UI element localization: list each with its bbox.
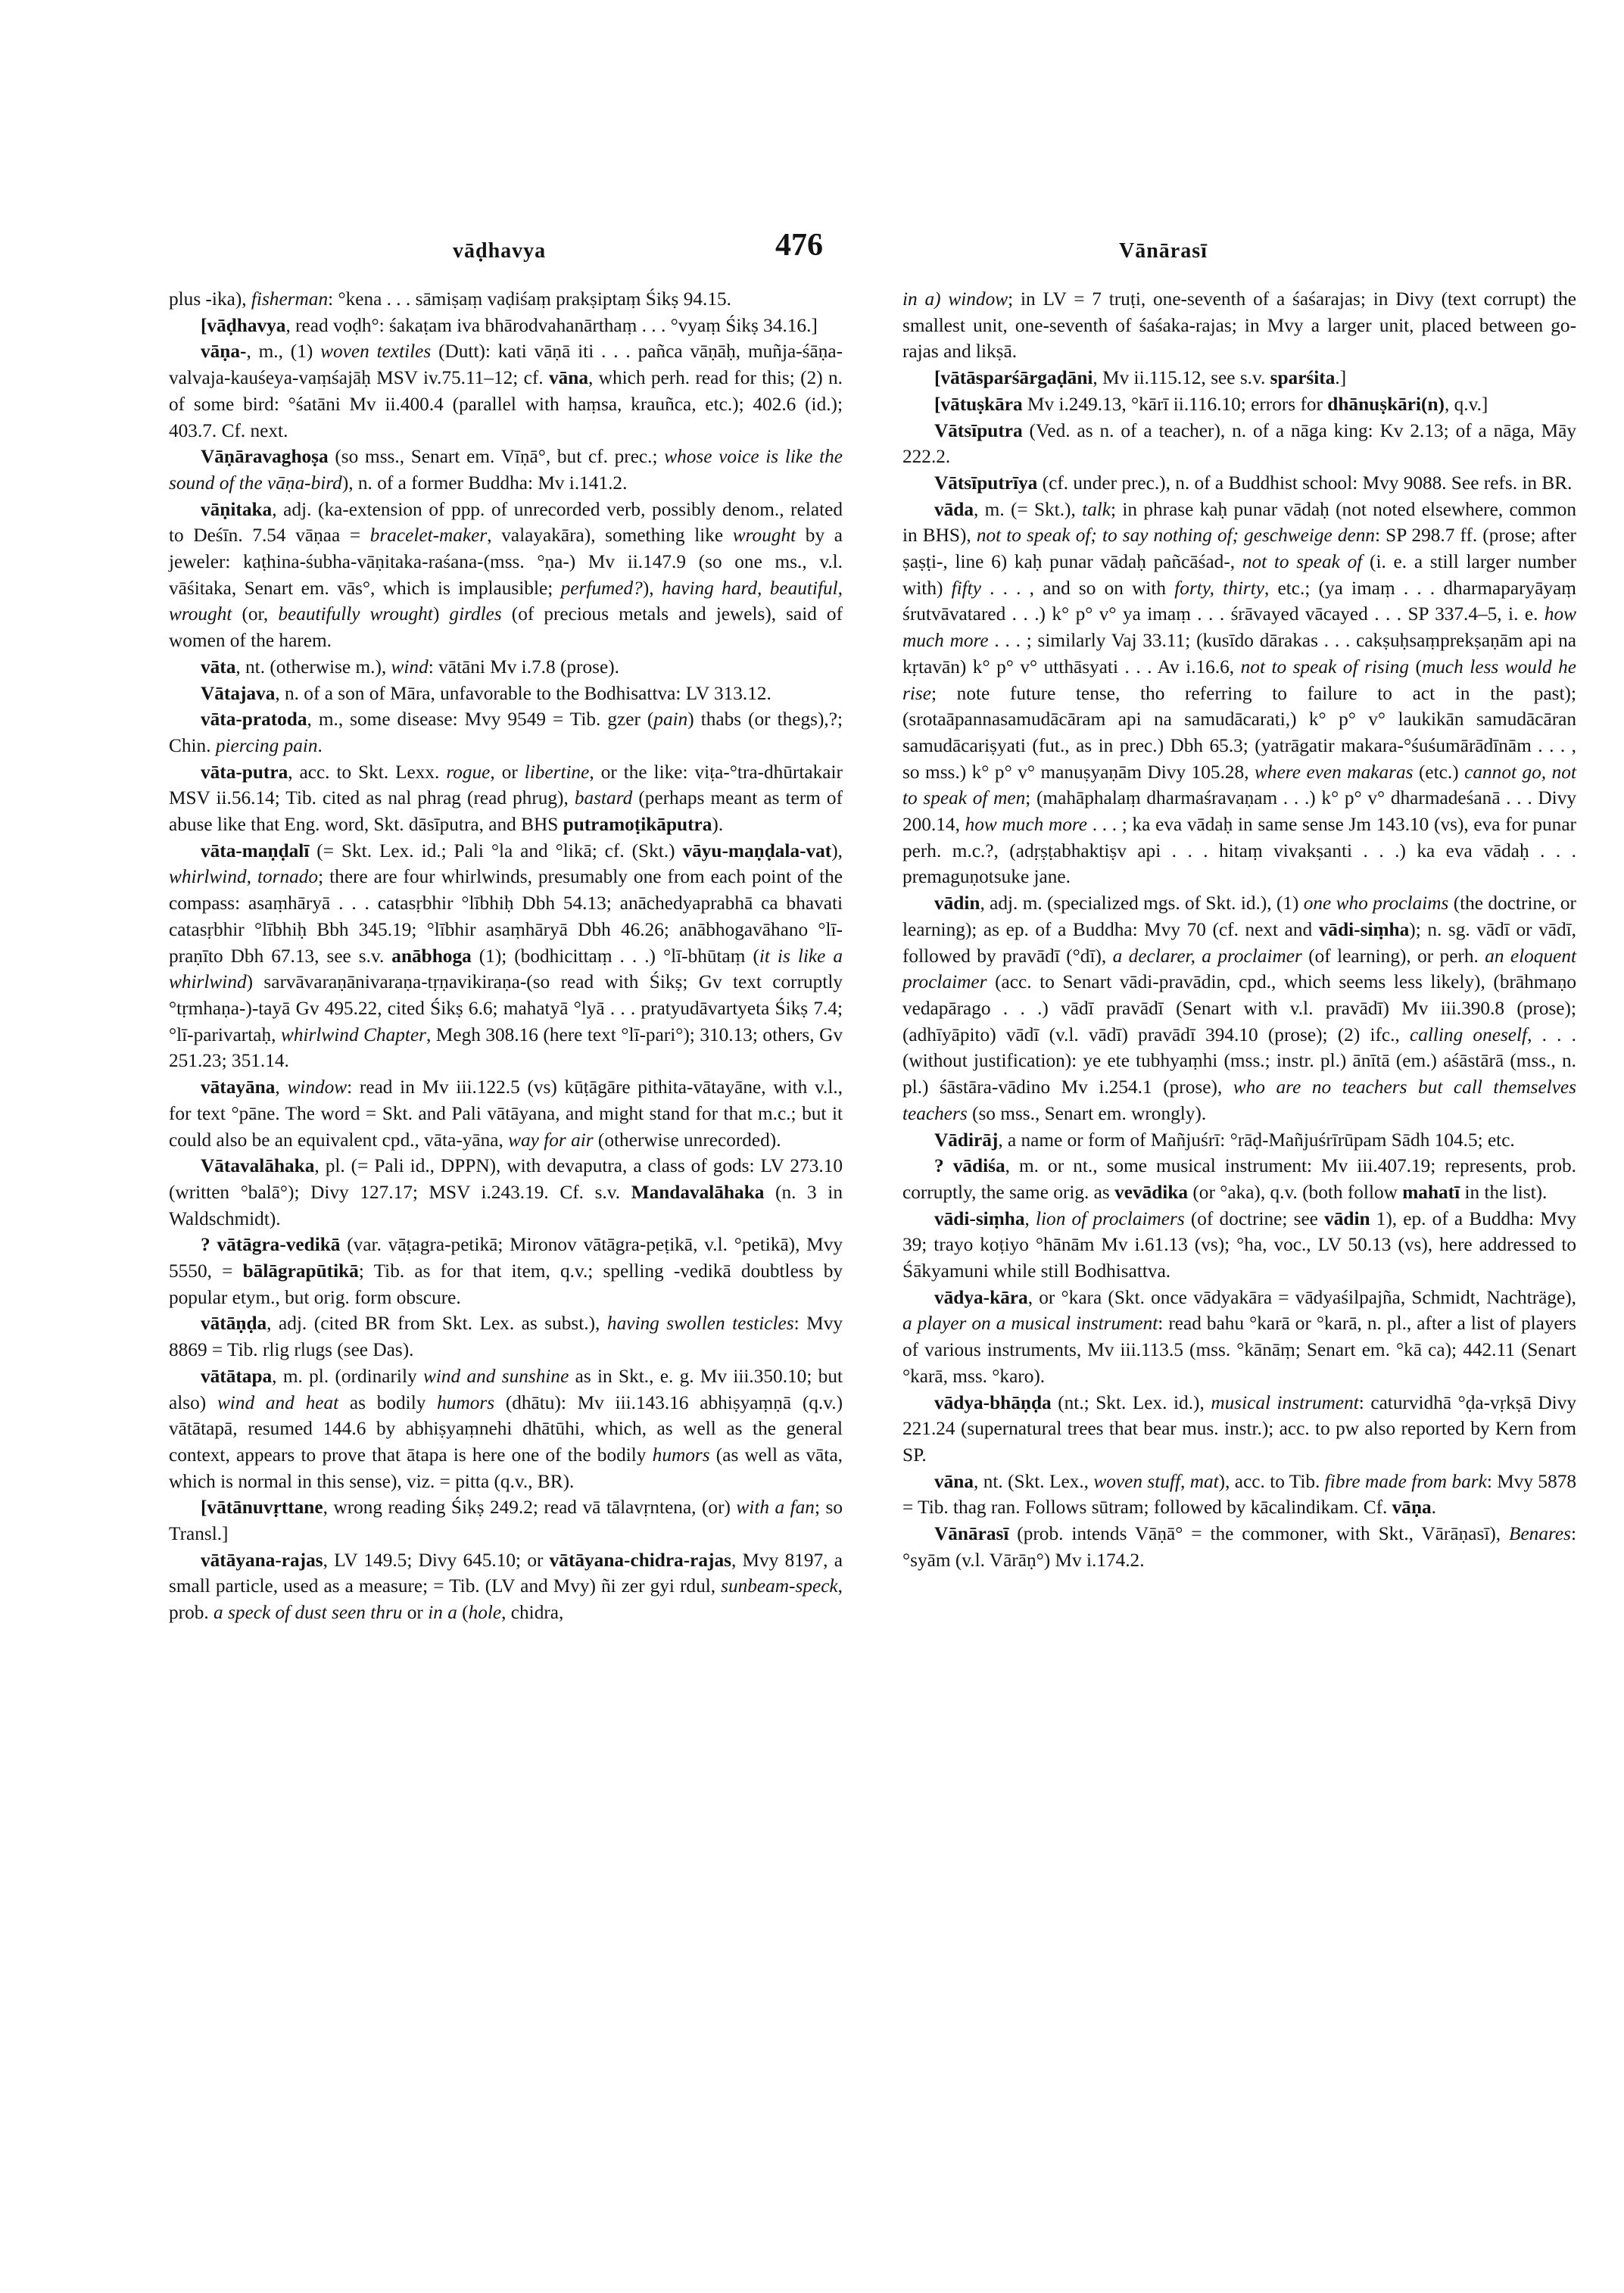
dictionary-entry [902,1285,1576,1390]
headword: vādi-siṃha [934,1207,1025,1229]
entry-text: , nt. (otherwise m.), [235,656,391,678]
headword: bālāgrapūtikā [242,1260,359,1282]
headword: [vātuṣkāra [934,393,1023,415]
dictionary-entry [169,497,843,654]
gloss-italic: where even makaras [1255,761,1414,783]
entry-text: (n. 3 in Waldschmidt). [169,1181,843,1229]
entry-text: ; Tib. as for that item, q.v.; spelling -vedikā doubtless by popular etym., but orig. form obscure. [169,1260,843,1308]
gloss-italic: lion of proclaimers [1035,1207,1185,1229]
entry-text: (the doctrine, or learning); as ep. of a Buddha: Mvy 70 (cf. next and [902,893,1576,940]
entry-text: . [1431,1497,1436,1519]
headword: ? vādiśa [934,1155,1005,1177]
entry-text: , valayakāra), something like [487,525,733,547]
dictionary-entry [169,338,843,444]
entry-text: (prob. intends Vāṇā° = the commoner, with Skt., Vārāṇasī), [1008,1523,1509,1545]
gloss-italic: piercing pain [215,734,318,756]
dictionary-entry [902,286,1576,365]
entry-text: ) sarvāvaraṇānivaraṇa-tṛṇavikiraṇa-(so read with Śikṣ; Gv text corruptly °tṛmhaṇa-)-tayā Gv 495.22, cited Śikṣ 6.6; mahatyā °lyā . . . pratyudāvartyeta Śikṣ 7.4; °lī-parivartaḥ, [169,971,843,1045]
entry-text: , Mv ii.115.12, see s.v. [1093,367,1270,389]
entry-text: , read voḍh°: śakaṭam iva bhārodvahanārthaṃ . . . °vyaṃ Śikṣ 34.16.] [285,314,818,336]
dictionary-entry [169,706,843,759]
dictionary-entry [169,838,843,1074]
dictionary-entry [169,1310,843,1363]
gloss-italic: musical instrument [1211,1391,1359,1413]
gloss-italic: girdles [449,603,502,625]
entry-text: ). [712,814,724,836]
entry-text: ; note future tense, tho referring to failure to act in the past); (srotaāpannasamudācāram api na samudācarati,) k° p° v° laukikān samudācāran samudācariṣyati (fut., as in prec.) Dbh 65.3; (yatrāgatir makara-°śuśumārādīnām . . . , so mss.) k° p° v° manuṣyaṇām Divy 105.28, [902,682,1576,783]
dictionary-entry [902,365,1576,391]
entry-text: (as well as vāta, which is normal in this sense), viz. = pitta (q.v., BR). [169,1444,843,1492]
headword: dhānuṣkāri(n) [1327,393,1445,415]
gloss-italic: way for air [508,1129,594,1151]
gloss-italic: bracelet-maker [369,525,488,547]
entry-text: , acc. to Skt. Lexx. [288,761,447,783]
gloss-italic: in a [428,1602,457,1624]
dictionary-entry [169,286,843,313]
entry-text: , . . . (without justification): ye ete tubhyaṃhi (mss.; instr. pl.) ānītā (em.) aśāstārā (mss., n. pl.) śāstāra-vādino Mv i.254.1 (prose), [902,1023,1576,1098]
gloss-italic: who are no teachers but call themselves teachers [902,1076,1576,1124]
gloss-italic: wind and sunshine [422,1365,569,1387]
entry-text: , wrong reading Śikṣ 249.2; read vā tālavṛntena, (or) [323,1497,737,1519]
entry-text: , nt. (Skt. Lex., [974,1470,1094,1492]
headword: [vātāsparśārgaḍāni [934,367,1093,389]
entry-text: 1), ep. of a Buddha: Mvy 39; trayo koṭiyo °hānām Mv i.61.13 (vs); °ha, voc., LV 50.13 (vs), here addressed to Śākyamuni while still Bodhisattva. [902,1207,1577,1282]
headword: Mandavalāhaka [631,1181,765,1203]
gloss-italic: humors [652,1444,710,1466]
gloss-italic: wind [391,656,429,678]
dictionary-entry [902,1153,1576,1205]
dictionary-entry [169,759,843,838]
gloss-italic: not to speak of; to say nothing of; geschweige denn [976,525,1376,547]
entry-text: : read bahu °karā or °karā, n. pl., after a list of players of various instruments, Mv iii.113.5 (mss. °kānāṃ; Senart em. °kā ca); 442.11 (Senart °karā, mss. °karo). [902,1313,1576,1387]
entry-text: ; so Transl.] [169,1497,843,1545]
entry-text: plus -ika), [169,288,251,310]
entry-text: , adj. m. (specialized mgs. of Skt. id.), (1) [980,893,1304,914]
headword: vātāyana-chidra-rajas [549,1549,731,1571]
entry-text: . . . ; similarly Vaj 33.11; (kusīdo dārakas . . . cakṣuḥsaṃprekṣaṇām api na kṛtavān) k° p° v° utthāsyati . . . Av i.16.6, [902,630,1576,678]
dictionary-entry [169,1232,843,1310]
entry-text: (i. e. a still larger number with) [902,551,1576,599]
dictionary-entry [902,1206,1576,1285]
entry-text: ; in phrase kaḥ punar vādaḥ (not noted elsewhere, common in BHS), [902,498,1576,547]
entry-text: , adj. (ka-extension of ppp. of unrecorded verb, possibly denom., related to Deśīn. 7.54 vāṇaa = [169,498,843,547]
dictionary-entry [169,1363,843,1495]
headword: vādi-siṃha [1318,918,1410,940]
entry-text: ( [457,1602,469,1624]
dictionary-entry [169,1494,843,1547]
gloss-italic: hole [468,1602,502,1624]
entry-text: : read in Mv iii.122.5 (vs) kūṭāgāre pithita-vātayāne, with v.l., for text °pāne. The word = Skt. and Pali vātāyana, and might stand for that m.c.; but it could also be an equivalent cpd., vāta-yāna, [169,1076,843,1151]
entry-text: as in Skt., e. g. Mv iii.350.10; but also) [169,1365,843,1413]
dictionary-entry [169,444,843,496]
gloss-italic: having hard, beautiful, wrought [169,577,843,625]
entry-text: , n. of a son of Māra, unfavorable to the Bodhisattva: LV 313.12. [275,682,771,704]
gloss-italic: a declarer, a proclaimer [1112,945,1302,967]
gloss-italic: a player on a musical instrument [902,1313,1158,1335]
gloss-italic: fifty [951,577,981,599]
entry-text: ) [432,603,450,625]
entry-text: (of doctrine; see [1184,1207,1325,1229]
headword: sparśita [1270,367,1336,389]
entry-text: : °kena . . . sāmiṣaṃ vaḍiśaṃ prakṣiptaṃ Śikṣ 94.15. [328,288,731,310]
entry-text: . [317,734,323,756]
entry-text: ), acc. to Tib. [1218,1470,1325,1492]
headword: Vānārasī [934,1523,1009,1545]
dictionary-entry [169,1547,843,1626]
entry-text: , adj. (cited BR from Skt. Lex. as subst.), [267,1313,607,1335]
entry-text: : vātāni Mv i.7.8 (prose). [428,656,619,678]
headword: vātātapa [201,1365,273,1387]
entry-text: , m. (= Skt.), [974,498,1083,520]
gloss-italic: with a fan [736,1497,815,1519]
headword: vādya-kāra [934,1286,1028,1308]
page-number: 476 [775,228,823,263]
headword: [vātānuvṛttane [201,1497,323,1519]
entry-text: : Mvy 5878 = Tib. thag ran. Follows sūtram; followed by kācalindikam. Cf. [902,1470,1577,1519]
entry-text: as bodily [338,1391,438,1413]
headword: vāyu-maṇḍala-vat [682,840,832,861]
entry-text: ; (mahāphalaṃ dharmaśravaṇam . . .) k° p° v° dharmadeśanā . . . Divy 200.14, [902,787,1576,836]
entry-text: (otherwise unrecorded). [593,1129,781,1151]
entry-text: ), [831,840,843,861]
entry-text: , or the like: viṭa-°tra-dhūrtakair MSV ii.56.14; Tib. cited as nal phrag (read phrug), [169,761,843,809]
gloss-italic: not to speak of [1242,551,1363,573]
gloss-italic: bastard [574,787,633,809]
entry-text: (or °aka), q.v. (both follow [1188,1181,1403,1203]
headword: vāta-maṇḍalī [201,840,310,861]
entry-text: , etc.; (ya imaṃ . . . dharmaparyāyaṃ śrutvāvatared . . .) k° p° v° ya imaṃ . . . śrāvayed vācayed . . . SP 337.4–5, i. e. [902,577,1576,625]
entry-text: . . . ; ka eva vādaḥ in same sense Jm 143.10 (vs), eva for punar perh. m.c.?, (adṛṣṭabhaktiṣv api . . . hitaṃ vivakṣanti . . .) ka eva vādaḥ . . . premaguṇotsuke jane. [902,814,1576,888]
gloss-italic: perfumed? [560,577,643,599]
entry-text: in the list). [1460,1181,1548,1203]
gloss-italic: an eloquent proclaimer [902,945,1577,993]
headword: Vāṇāravaghoṣa [201,446,329,468]
headword: Vātavalāhaka [201,1155,315,1177]
dictionary-entry [169,1153,843,1232]
entry-text: ); n. sg. vādī or vādī, followed by pravādī (°dī), [902,918,1576,967]
entry-text: (perhaps meant as term of abuse like that Eng. word, Skt. dāsīputra, and BHS [169,787,843,836]
entry-text: ; in LV = 7 truṭi, one-seventh of a śaśarajas; in Divy (text corrupt) the smallest unit, one-seventh of śaśaka-rajas; in Mvy a larger unit, placed between go-rajas and likṣā. [902,288,1576,363]
entry-text: (so mss., Senart em. wrongly). [967,1102,1207,1124]
gloss-italic: a speck of dust seen thru [214,1602,403,1624]
headword: vāna [934,1470,974,1492]
dictionary-entry [902,418,1576,470]
entry-text: , prob. [169,1575,843,1624]
headword: vāta-pratoda [201,709,307,731]
headword: vādya-bhāṇḍa [934,1391,1052,1413]
gloss-italic: whose voice is like the sound of the vāṇa-bird [169,446,843,494]
headword: vāta-putra [201,761,288,783]
entry-text: (dhātu): Mv iii.143.16 abhiṣyaṃṇā (q.v.) vātātapā, resumed 144.6 by abhiṣyaṃnehi dhātūhi, which, as well as the general context, appears to prove that ātapa is here one of the bodily [169,1391,843,1466]
gloss-italic: beautifully wrought [278,603,433,625]
entry-text: , chidra, [501,1602,564,1624]
gloss-italic: wrought [732,525,796,547]
headword: putramoṭikāputra [563,814,712,836]
entry-text: , which perh. read for this; (2) n. of some bird: °śatāni Mv ii.400.4 (parallel with haṃsa, krauñca, etc.); 402.6 (id.); 403.7. Cf. next. [169,367,843,441]
gloss-italic: how much more [902,603,1576,652]
gloss-italic: talk [1082,498,1111,520]
headword: vātāyana-rajas [201,1549,323,1571]
entry-text: (acc. to Senart vādi-pravādin, cpd., which seems less likely), (brāhmaṇo vedapārago . . .) vādī pravādī (Senart with v.l. pravādī) Mv iii.390.8 (prose); (adhīyāpito) vādī (v.l. vādī) pravādī 394.10 (prose); (2) ifc., [902,971,1576,1045]
headword: vādin [934,893,980,914]
gloss-italic: it is like a whirlwind [169,945,843,993]
entry-text: , m. or nt., some musical instrument: Mv iii.407.19; represents, prob. corruptly, the same orig. as [902,1155,1576,1203]
entry-text: (var. vāṭagra-petikā; Mironov vātāgra-peṭikā, v.l. °petikā), Mvy 5550, = [169,1234,843,1282]
dictionary-entry [902,1127,1576,1154]
dictionary-entry [169,1074,843,1153]
dictionary-entry [902,890,1576,1126]
dictionary-entry [902,470,1576,497]
entry-text: (of learning), or perh. [1301,945,1485,967]
headword: Vādirāj [934,1129,999,1151]
entry-text: ), [642,577,662,599]
entry-text: , LV 149.5; Divy 645.10; or [323,1549,550,1571]
header-right-guide-word: Vānārasī [1119,239,1208,263]
entry-text: (= Skt. Lex. id.; Pali °la and °likā; cf. (Skt.) [309,840,683,861]
entry-text: .] [1335,367,1347,389]
entry-text: , a name or form of Mañjuśrī: °rāḍ-Mañjuśrīrūpam Sādh 104.5; etc. [998,1129,1515,1151]
entry-text: ) thabs (or thegs),?; Chin. [169,709,843,756]
right-column [902,286,1576,1573]
gloss-italic: woven textiles [320,341,432,363]
headword: [vāḍhavya [201,314,286,336]
entry-text: ), n. of a former Buddha: Mv i.141.2. [341,472,628,494]
headword: vāta [201,656,236,678]
gloss-italic: whirlwind, tornado [169,866,319,888]
header-left-guide-word: vāḍhavya [453,239,547,263]
headword: vāṇa [1392,1497,1432,1519]
headword: vādin [1324,1207,1370,1229]
entry-text: (of precious metals and jewels), said of women of the harem. [169,603,843,652]
dictionary-entry [902,1390,1576,1469]
gloss-italic: libertine [524,761,590,783]
gloss-italic: fisherman [251,288,329,310]
dictionary-entry [169,313,843,339]
dictionary-entry [902,391,1576,418]
entry-text: (1); (bodhicittaṃ . . .) °lī-bhūtaṃ ( [471,945,759,967]
dictionary-entry [902,1469,1576,1521]
entry-text: , q.v.] [1444,393,1488,415]
entry-text: ; there are four whirlwinds, presumably one from each point of the compass: asaṃhāryā . . . catasṛbhir °lībhiḥ Dbh 54.13; anāchedyaprabhā ca bhavati catasṛbhir °lībhiḥ Bbh 345.19; °lībhir asaṃhāryā Dbh 46.26; anābhogavāhano °lī-praṇīto Dbh 67.13, see s.v. [169,866,843,967]
gloss-italic: humors [437,1391,495,1413]
headword: mahatī [1402,1181,1460,1203]
entry-text: by a jeweler: kaṭhina-śubha-vāṇitaka-raśana-(mss. °ṇa-) Mv ii.147.9 (so one ms., v.l. vāśitaka, Senart em. vās°, which is implausible; [169,525,843,599]
gloss-italic: sunbeam-speck [721,1575,838,1597]
entry-text: ( [1409,656,1422,678]
entry-text: , m., (1) [246,341,321,363]
entry-text: (Ved. as n. of a teacher), n. of a nāga king: Kv 2.13; of a nāga, Māy 222.2. [902,419,1576,468]
entry-text: , or °kara (Skt. once vādyakāra = vādyaśilpajña, Schmidt, Nachträge), [1027,1286,1576,1308]
entry-text: : SP 298.7 ff. (prose; after ṣaṣṭi-, line 6) kaḥ punar vādaḥ pañcāśad-, [902,525,1576,573]
gloss-italic: one who proclaims [1303,893,1449,914]
entry-text: , [1024,1207,1036,1229]
entry-text: , pl. (= Pali id., DPPN), with devaputra, a class of gods: LV 273.10 (written °balā°); Divy 127.17; MSV i.243.19. Cf. s.v. [169,1155,843,1203]
headword: vāṇa- [201,341,247,363]
entry-text: , Mvy 8197, a small particle, used as a measure; = Tib. (LV and Mvy) ñi zer gyi rdul, [169,1549,843,1597]
dictionary-entry [169,654,843,681]
entry-text: (etc.) [1413,761,1465,783]
gloss-italic: in a) window [902,288,1008,310]
gloss-italic: whirlwind Chapter [280,1023,427,1045]
entry-text: , m., some disease: Mvy 9549 = Tib. gzer ( [307,709,654,731]
headword: vāna [548,367,588,389]
headword: vātāṇḍa [201,1313,267,1335]
entry-text: : °syām (v.l. Vārāṇ°) Mv i.174.2. [902,1523,1576,1571]
headword: anābhoga [391,945,472,967]
gloss-italic: fibre made from bark [1324,1470,1487,1492]
headword: vāda [934,498,974,520]
entry-text: : Mvy 8869 = Tib. rlig rlugs (see Das). [169,1313,843,1361]
gloss-italic: cannot go, not to speak of men [902,761,1576,809]
left-column [169,286,843,1626]
entry-text: , or [490,761,525,783]
gloss-italic: woven stuff, mat [1093,1470,1219,1492]
headword: vātayāna [201,1076,276,1098]
headword: vevādika [1114,1181,1189,1203]
gloss-italic: pain [653,709,688,731]
gloss-italic: much less would he rise [902,656,1577,704]
gloss-italic: how much more [965,814,1088,836]
headword: vāṇitaka [201,498,273,520]
entry-text: , m. pl. (ordinarily [272,1365,423,1387]
dictionary-entry [169,681,843,707]
gloss-italic: window [287,1076,348,1098]
headword: ? vātāgra-vedikā [201,1234,341,1256]
entry-text: or [402,1602,429,1624]
headword: Vātsīputra [934,419,1023,441]
headword: Vātajava [201,682,276,704]
gloss-italic: not to speak of rising [1240,656,1410,678]
entry-text: (or, [232,603,279,625]
entry-text: (nt.; Skt. Lex. id.), [1051,1391,1211,1413]
entry-text: (cf. under prec.), n. of a Buddhist school: Mvy 9088. See refs. in BR. [1037,472,1573,494]
entry-text: , Megh 308.16 (here text °lī-pari°); 310.13; others, Gv 251.23; 351.14. [169,1023,843,1072]
entry-text: : caturvidhā °ḍa-vṛkṣā Divy 221.24 (supernatural trees that bear mus. instr.); acc. to pw also reported by Kern from SP. [902,1391,1576,1466]
entry-text: Mv i.249.13, °kārī ii.116.10; errors for [1022,393,1328,415]
entry-text: . . . , and so on with [980,577,1175,599]
headword: Vātsīputrīya [934,472,1038,494]
dictionary-entry [902,497,1576,891]
gloss-italic: forty, thirty [1174,577,1264,599]
gloss-italic: wind and heat [217,1391,339,1413]
gloss-italic: Benares [1509,1523,1571,1545]
gloss-italic: rogue [446,761,491,783]
entry-text: (Dutt): kati vāṇā iti . . . pañca vāṇāḥ, muñja-śāṇa-valvaja-kauśeya-vaṃśajāḥ MSV iv.75.11–12; cf. [169,341,843,389]
entry-text: , [275,1076,288,1098]
entry-text: (so mss., Senart em. Vīṇā°, but cf. prec.; [328,446,665,468]
dictionary-entry [902,1521,1576,1573]
gloss-italic: calling oneself [1409,1023,1528,1045]
gloss-italic: having swollen testicles [606,1313,794,1335]
